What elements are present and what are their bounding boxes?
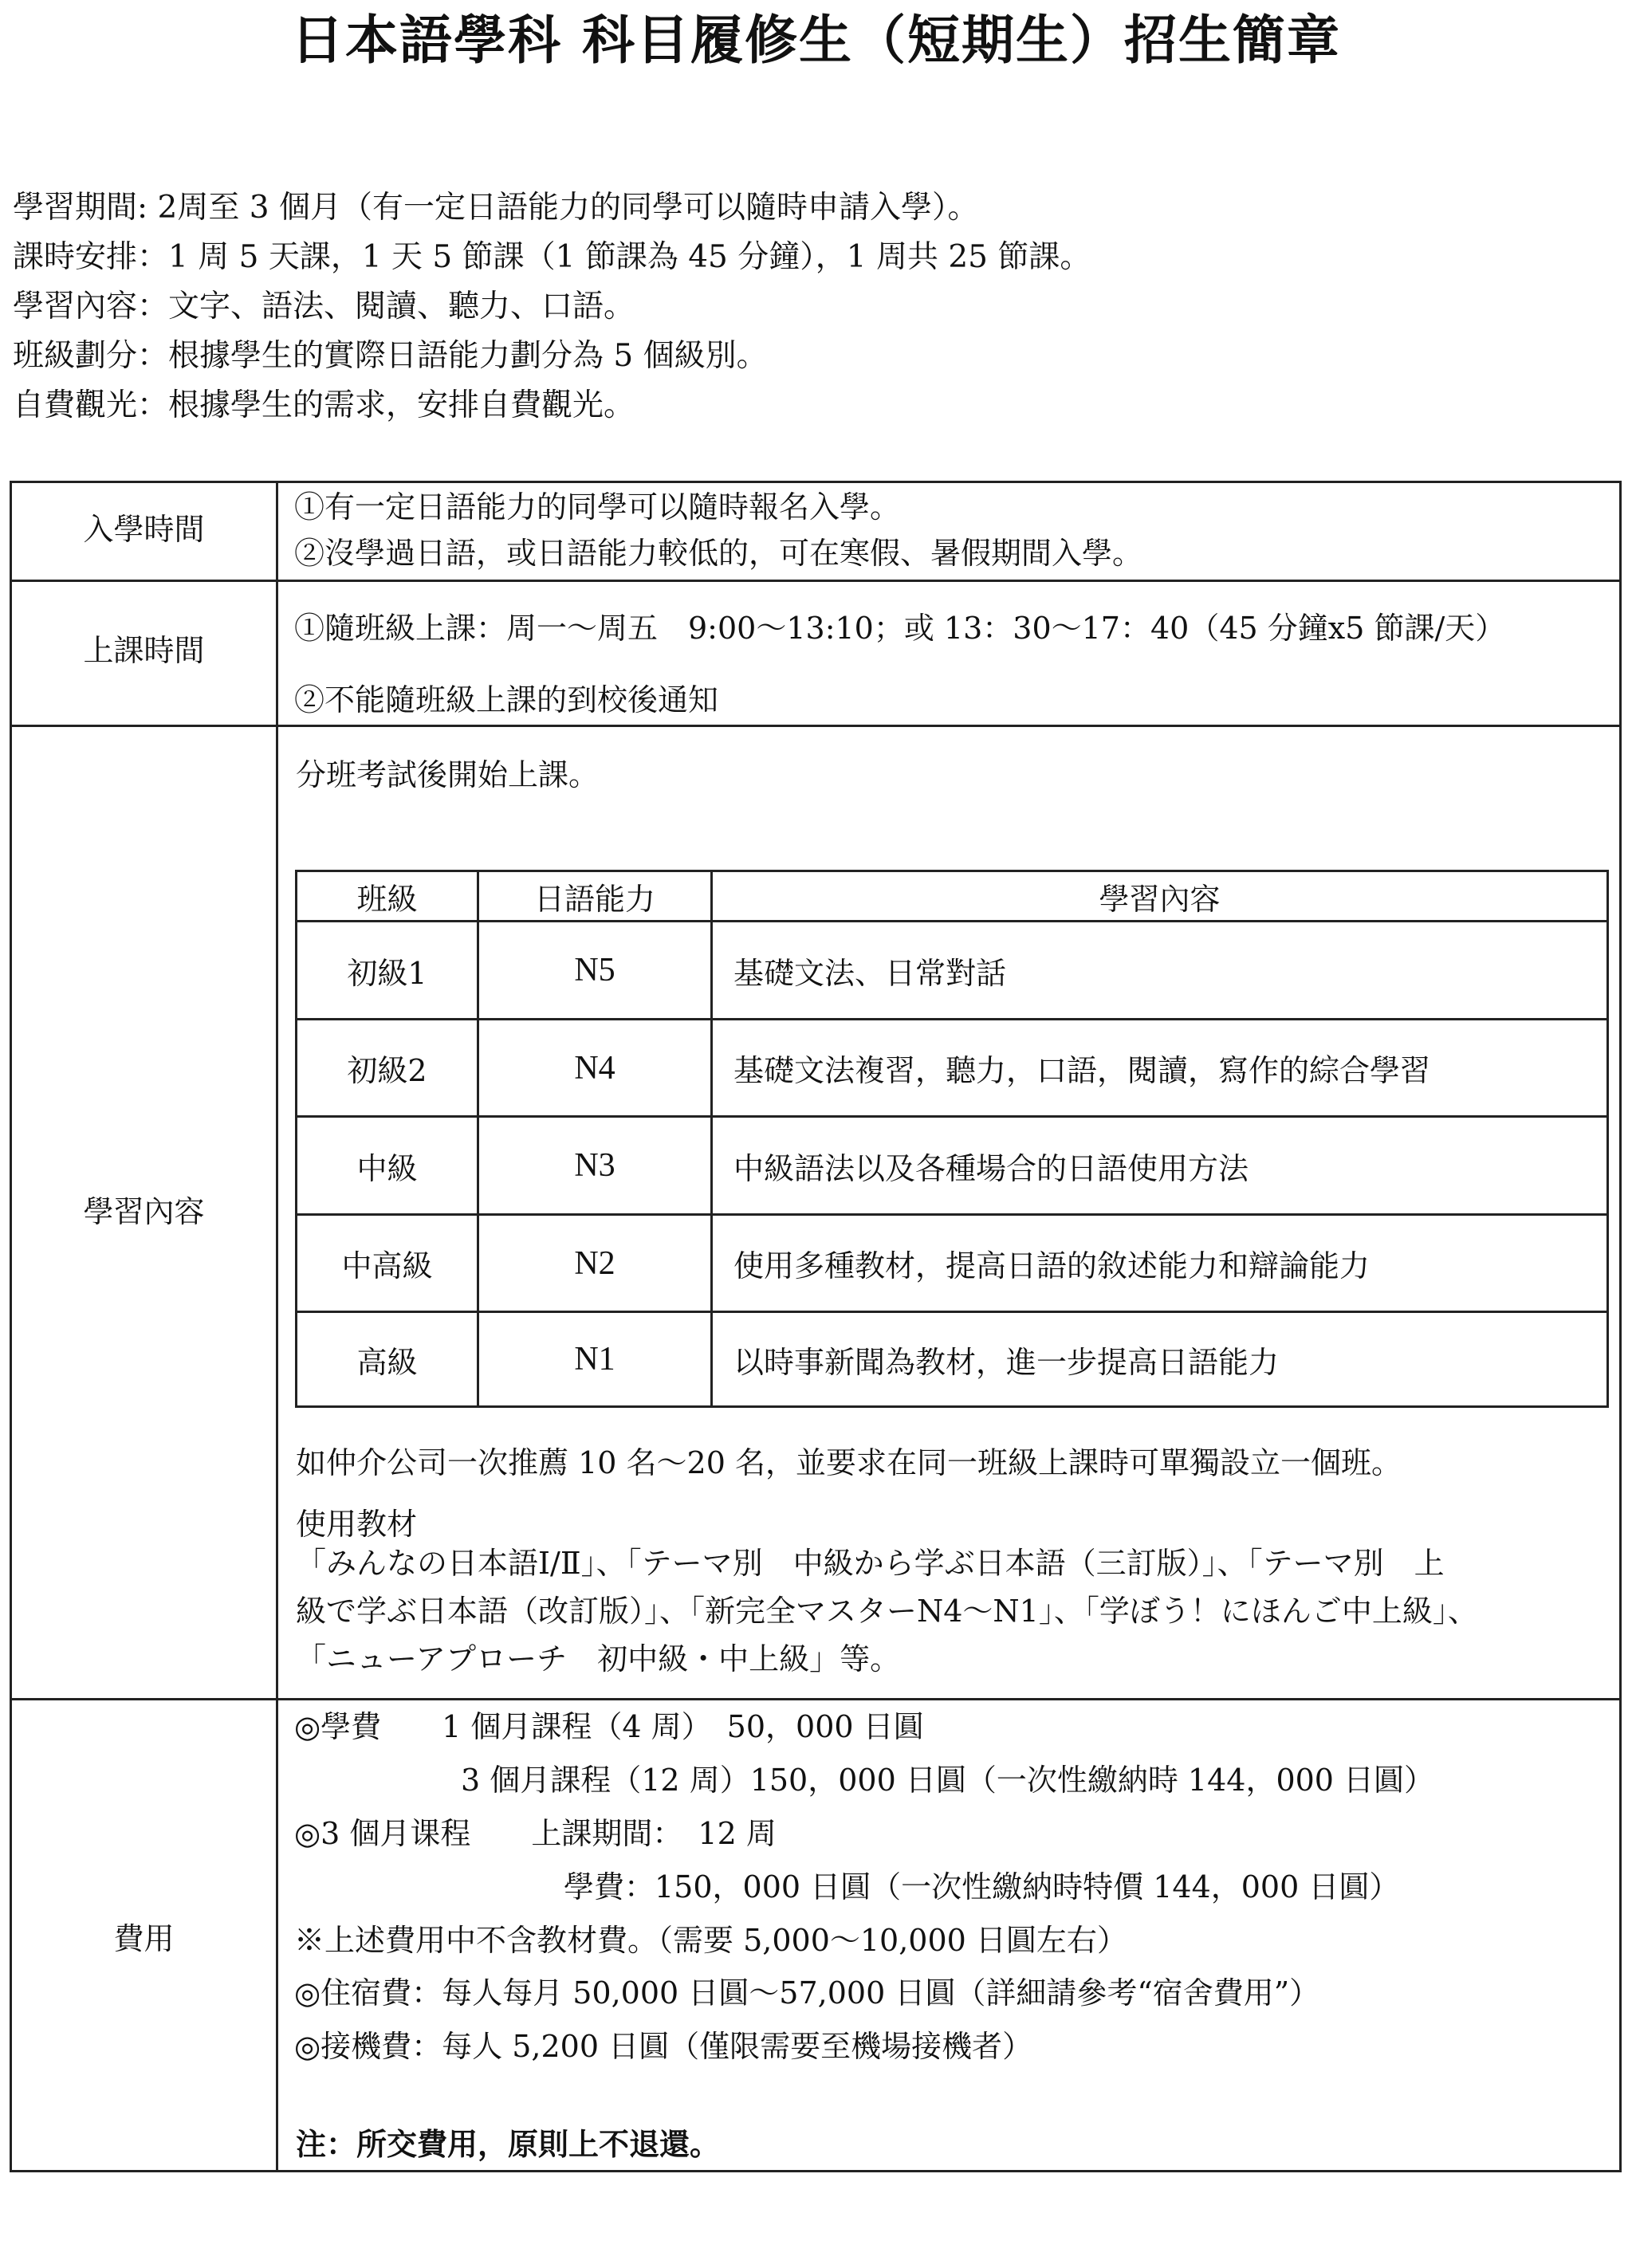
intro-line-class-division: 班級劃分：根據學生的實際日語能力劃分為 5 個級別。 bbox=[13, 338, 768, 374]
header-content: 學習內容 bbox=[1099, 881, 1221, 917]
no-refund-note: 注：所交費用，原則上不退還。 bbox=[296, 2126, 721, 2162]
intro-line-class-hours: 課時安排：1 周 5 天課，1 天 5 節課（1 節課為 45 分鐘），1 周共 25 節課。 bbox=[13, 239, 1091, 275]
admission-line-1: ①有一定日語能力的同學可以隨時報名入學。 bbox=[294, 489, 901, 525]
level-jlpt: N2 bbox=[574, 1244, 615, 1282]
fee-line-course-period: ◎3 個月课程 上課期間： 12 周 bbox=[294, 1816, 777, 1851]
materials-list bbox=[296, 1539, 1619, 1683]
fee-line-tuition-3m: 3 個月課程（12 周）150，000 日圓（一次性繳納時 144，000 日圓） bbox=[461, 1763, 1435, 1798]
fee-line-airport-pickup: ◎接機費：每人 5,200 日圓（僅限需要至機場接機者） bbox=[294, 2029, 1033, 2064]
row-divider bbox=[12, 1698, 1619, 1700]
row-label-content: 學習內容 bbox=[83, 1194, 205, 1229]
level-jlpt: N3 bbox=[574, 1147, 615, 1184]
admission-line-2: ②沒學過日語，或日語能力較低的，可在寒假、暑假期間入學。 bbox=[294, 536, 1143, 571]
schedule-line-2: ②不能隨班級上課的到校後通知 bbox=[294, 682, 719, 717]
level-content: 基礎文法複習，聽力，口語，閱讀，寫作的綜合學習 bbox=[733, 1053, 1431, 1088]
level-content: 基礎文法、日常對話 bbox=[733, 955, 1007, 991]
materials-line: 級で学ぶ日本語（改訂版）」、「新完全マスターN4～N1」、「学ぼう！にほんご中上級」、 bbox=[296, 1594, 1478, 1629]
intro-line-study-content: 學習內容：文字、語法、閱讀、聽力、口語。 bbox=[13, 289, 635, 324]
row-divider bbox=[12, 725, 1619, 727]
intro-line-sightseeing: 自費觀光：根據學生的需求，安排自費觀光。 bbox=[13, 387, 635, 423]
level-class: 高級 bbox=[356, 1344, 418, 1380]
info-table bbox=[10, 481, 1622, 2172]
level-content: 使用多種教材，提高日語的敘述能力和辯論能力 bbox=[733, 1248, 1370, 1283]
level-jlpt: N5 bbox=[574, 952, 615, 989]
level-class: 中級 bbox=[356, 1150, 418, 1186]
materials-line: 「ニューアプローチ 初中級・中上級」等。 bbox=[296, 1641, 901, 1676]
header-level: 日語能力 bbox=[533, 881, 655, 917]
row-label-admission: 入學時間 bbox=[83, 512, 205, 547]
fee-line-materials: ※上述費用中不含教材費。（需要 5,000～10,000 日圓左右） bbox=[294, 1923, 1127, 1958]
materials-label: 使用教材 bbox=[296, 1507, 418, 1542]
fee-line-housing: ◎住宿費：每人每月 50,000 日圓～57,000 日圓（詳細請參考“宿舍費用”） bbox=[294, 1975, 1320, 2011]
row-label-fees: 費用 bbox=[113, 1921, 175, 1956]
level-class: 初級2 bbox=[347, 1053, 427, 1088]
intro-section bbox=[13, 183, 1091, 430]
level-class: 中高級 bbox=[341, 1248, 433, 1283]
fee-line-course-tuition: 學費：150，000 日圓（一次性繳納時特價 144，000 日圓） bbox=[564, 1869, 1400, 1904]
header-class: 班級 bbox=[356, 881, 418, 917]
level-jlpt: N4 bbox=[574, 1049, 615, 1087]
level-class: 初級1 bbox=[347, 955, 427, 991]
fee-line-tuition-1m: ◎學費 1 個月課程（4 周） 50，000 日圓 bbox=[294, 1709, 924, 1744]
level-content: 中級語法以及各種場合的日語使用方法 bbox=[733, 1150, 1249, 1186]
level-jlpt: N1 bbox=[574, 1341, 615, 1378]
row-divider bbox=[12, 580, 1619, 582]
table-divider bbox=[276, 483, 278, 2170]
page-title: 日本語學科 科目履修生（短期生）招生簡章 bbox=[291, 9, 1341, 71]
content-intro: 分班考試後開始上課。 bbox=[296, 757, 600, 792]
intro-line-study-period: 學習期間: 2周至 3 個月（有一定日語能力的同學可以隨時申請入學）。 bbox=[13, 190, 979, 226]
level-content: 以時事新聞為教材，進一步提高日語能力 bbox=[733, 1344, 1280, 1380]
agency-note: 如仲介公司一次推薦 10 名～20 名，並要求在同一班級上課時可單獨設立一個班。 bbox=[296, 1445, 1402, 1480]
levels-table bbox=[295, 870, 1609, 1408]
row-label-schedule: 上課時間 bbox=[83, 633, 205, 668]
schedule-line-1: ①隨班級上課：周一～周五 9:00～13:10；或 13：30～17：40（45 分鐘x5 節課/天） bbox=[294, 611, 1506, 646]
materials-line: 「みんなの日本語Ⅰ/Ⅱ」、「テーマ別 中級から学ぶ日本語（三訂版）」、「テーマ別 上 bbox=[296, 1546, 1445, 1581]
